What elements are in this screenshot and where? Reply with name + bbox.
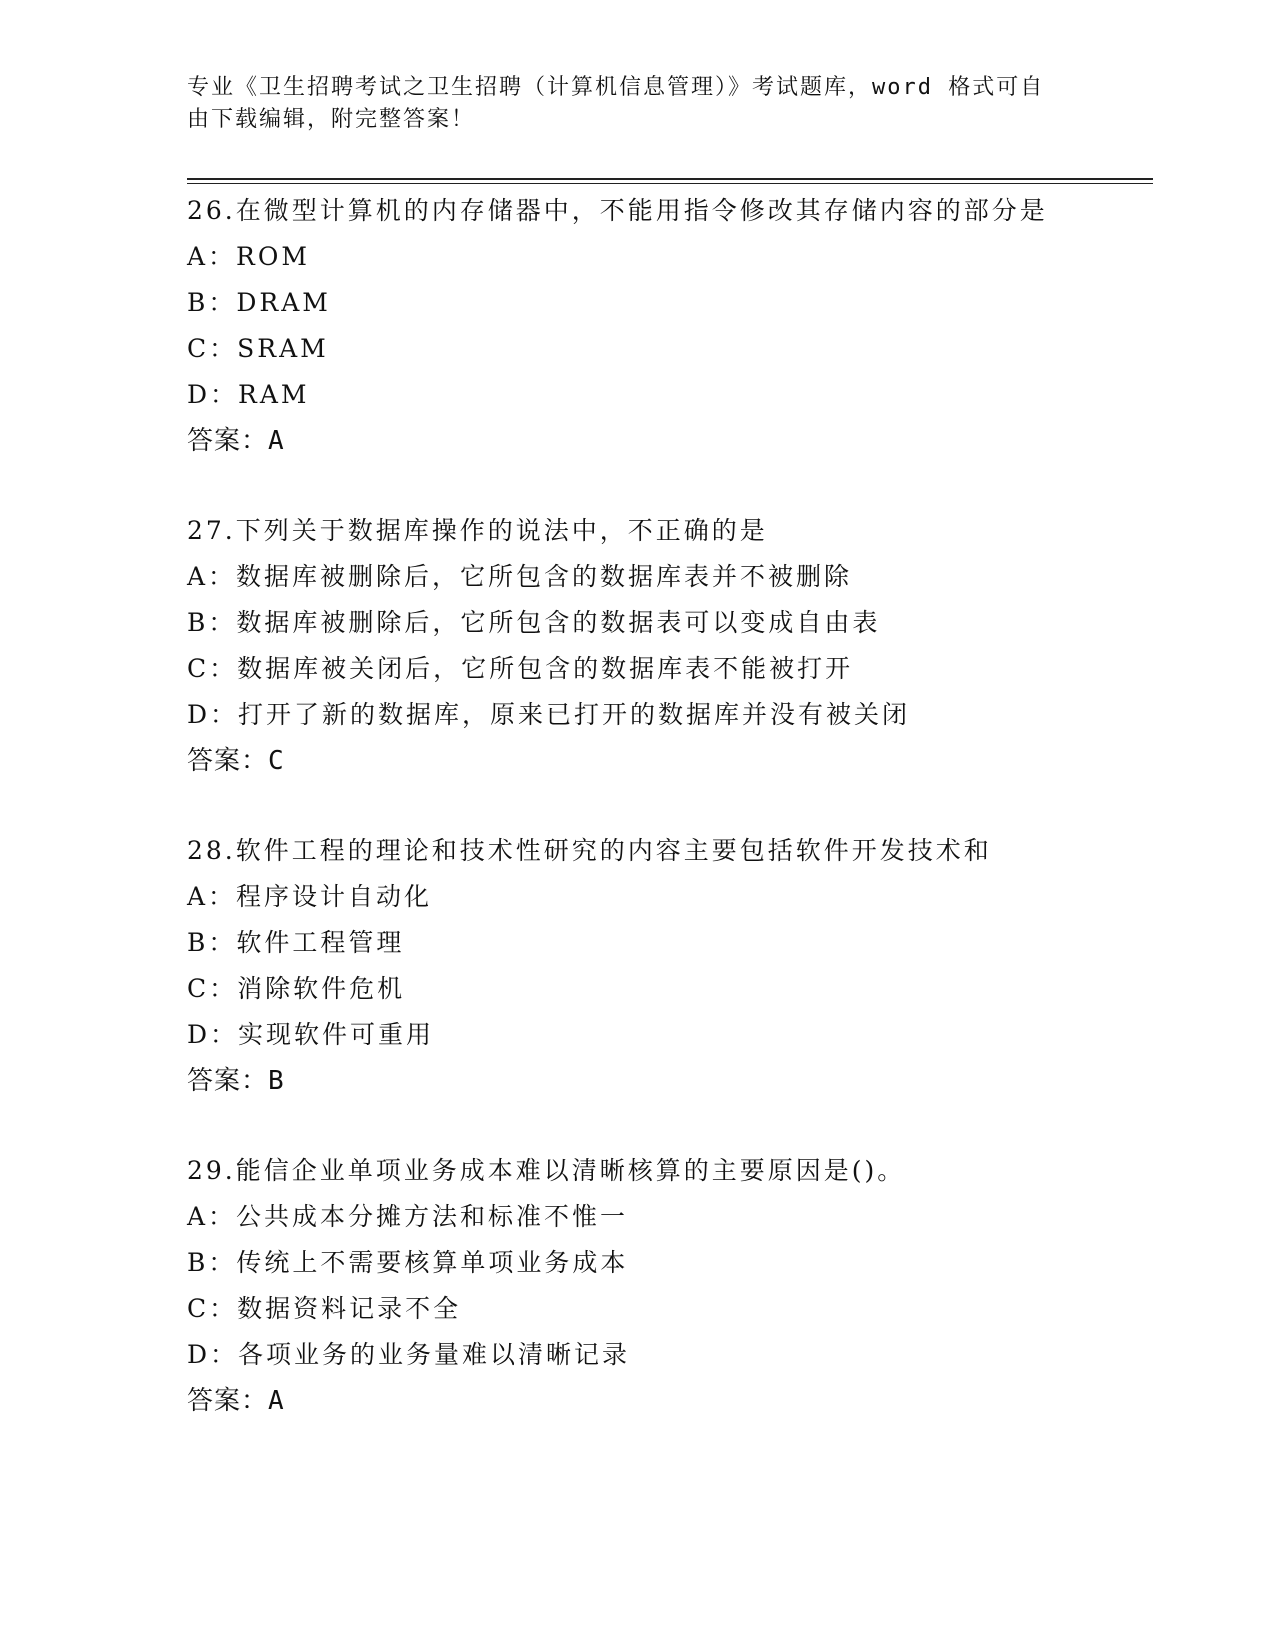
option-c: C：数据库被关闭后，它所包含的数据库表不能被打开	[187, 654, 854, 683]
question-26	[187, 188, 1153, 464]
option-a: A：ROM	[187, 242, 310, 271]
option-a: A：数据库被删除后，它所包含的数据库表并不被删除	[187, 562, 853, 591]
answer-line: 答案：B	[187, 1066, 285, 1096]
question-29	[187, 1148, 1153, 1424]
header-line-1: 专业《卫生招聘考试之卫生招聘（计算机信息管理）》考试题库，word 格式可自	[187, 75, 1045, 100]
answer-line: 答案：C	[187, 746, 285, 776]
question-27	[187, 508, 1153, 784]
question-stem: 29.能信企业单项业务成本难以清晰核算的主要原因是()。	[187, 1156, 906, 1185]
document-header	[187, 72, 1067, 136]
option-b: B：DRAM	[187, 288, 331, 317]
option-d: D：各项业务的业务量难以清晰记录	[187, 1340, 631, 1369]
option-b: B：传统上不需要核算单项业务成本	[187, 1248, 629, 1277]
answer-line: 答案：A	[187, 426, 285, 456]
question-stem: 26.在微型计算机的内存储器中，不能用指令修改其存储内容的部分是	[187, 196, 1048, 225]
header-divider	[187, 178, 1153, 180]
option-c: C：消除软件危机	[187, 974, 406, 1003]
option-b: B：数据库被删除后，它所包含的数据表可以变成自由表	[187, 608, 881, 637]
header-divider-thin	[187, 183, 1153, 184]
answer-line: 答案：A	[187, 1386, 285, 1416]
option-a: A：公共成本分摊方法和标准不惟一	[187, 1202, 629, 1231]
option-c: C：数据资料记录不全	[187, 1294, 462, 1323]
option-b: B：软件工程管理	[187, 928, 405, 957]
header-line-2: 由下载编辑，附完整答案！	[187, 107, 476, 132]
option-d: D：实现软件可重用	[187, 1020, 435, 1049]
option-c: C：SRAM	[187, 334, 329, 363]
question-stem: 27.下列关于数据库操作的说法中，不正确的是	[187, 516, 768, 545]
option-a: A：程序设计自动化	[187, 882, 433, 911]
option-d: D：打开了新的数据库，原来已打开的数据库并没有被关闭	[187, 700, 911, 729]
option-d: D：RAM	[187, 380, 310, 409]
question-stem: 28.软件工程的理论和技术性研究的内容主要包括软件开发技术和	[187, 836, 992, 865]
question-28	[187, 828, 1153, 1104]
